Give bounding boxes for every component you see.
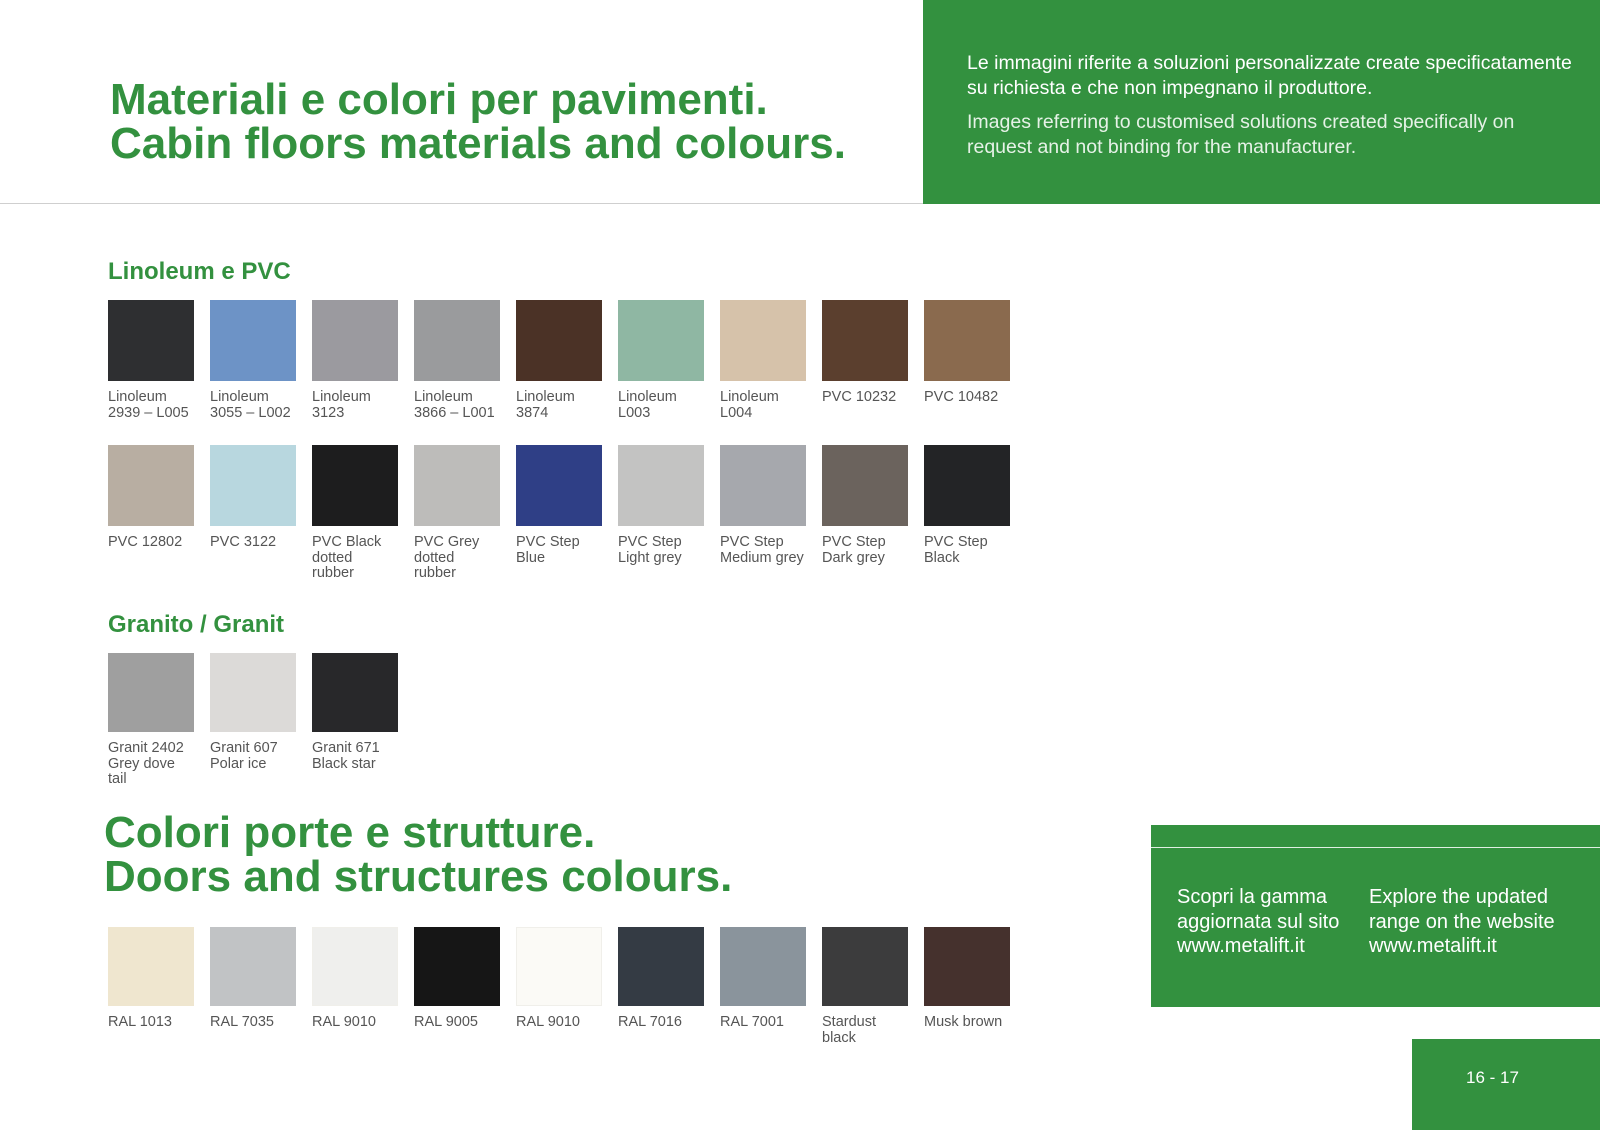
swatch-label: Musk brown <box>924 1014 1003 1030</box>
swatch-label: Granit 2402 Grey dove tail <box>108 740 184 787</box>
swatch-item <box>414 445 512 582</box>
swatch-label: RAL 9010 <box>312 1014 376 1030</box>
color-swatch <box>924 300 1010 381</box>
swatch-label: Granit 607 Polar ice <box>210 740 278 772</box>
website-info-box <box>1151 825 1600 1007</box>
swatch-label: PVC 10482 <box>924 389 999 405</box>
swatch-label: Linoleum 3874 <box>516 389 575 421</box>
swatch-label: Linoleum 2939 – L005 <box>108 389 189 421</box>
color-swatch <box>312 445 398 526</box>
swatch-item <box>108 300 206 421</box>
swatch-item <box>924 445 1022 566</box>
color-swatch <box>516 445 602 526</box>
color-swatch <box>312 927 398 1006</box>
page-number-box <box>1412 1039 1600 1130</box>
swatch-label: PVC 3122 <box>210 534 277 550</box>
swatch-label: PVC 12802 <box>108 534 183 550</box>
color-swatch <box>312 300 398 381</box>
color-swatch <box>414 445 500 526</box>
color-swatch <box>822 445 908 526</box>
swatch-label: RAL 9010 <box>516 1014 580 1030</box>
color-swatch <box>924 445 1010 526</box>
swatch-label: RAL 7016 <box>618 1014 682 1030</box>
swatch-item <box>414 300 512 421</box>
swatch-item <box>618 927 716 1031</box>
color-swatch <box>516 927 602 1006</box>
color-swatch <box>720 445 806 526</box>
doors-section-title <box>104 808 733 901</box>
color-swatch <box>210 445 296 526</box>
website-text-it: Scopri la gamma aggiornata sul sito www.metalift.it <box>1177 886 1340 957</box>
swatch-item <box>618 445 716 566</box>
swatch-label: Linoleum L004 <box>720 389 779 421</box>
swatch-item <box>924 300 1022 406</box>
swatch-item <box>822 445 920 566</box>
swatch-label: PVC Step Light grey <box>618 534 682 566</box>
swatch-label: RAL 1013 <box>108 1014 172 1030</box>
swatch-item <box>210 445 308 551</box>
color-swatch <box>822 300 908 381</box>
swatch-label: PVC Grey dotted rubber <box>414 534 480 581</box>
swatch-item <box>312 445 410 582</box>
swatch-label: PVC Step Blue <box>516 534 580 566</box>
swatch-item <box>822 927 920 1046</box>
linoleum-section-title: Linoleum e PVC <box>108 258 291 285</box>
doors-title-line-en: Doors and structures colours. <box>104 852 733 901</box>
swatch-label: Linoleum 3123 <box>312 389 371 421</box>
swatch-label: Stardust black <box>822 1014 876 1046</box>
color-swatch <box>312 653 398 732</box>
swatch-label: PVC Step Dark grey <box>822 534 886 566</box>
color-swatch <box>618 445 704 526</box>
swatch-item <box>720 300 818 421</box>
disclaimer-it: Le immagini riferite a soluzioni personalizzate create specificatamente su richiesta e che non impegnano il produttore. <box>967 52 1572 99</box>
swatch-item <box>414 927 512 1031</box>
title-line-en: Cabin floors materials and colours. <box>110 119 846 168</box>
swatch-label: Linoleum 3866 – L001 <box>414 389 495 421</box>
swatch-item <box>210 653 308 772</box>
color-swatch <box>516 300 602 381</box>
swatch-label: PVC Black dotted rubber <box>312 534 382 581</box>
website-text-en: Explore the updated range on the website www.metalift.it <box>1369 886 1555 957</box>
swatch-label: Linoleum L003 <box>618 389 677 421</box>
swatch-label: PVC Step Medium grey <box>720 534 804 566</box>
swatch-item <box>312 927 410 1031</box>
header-divider <box>0 203 923 204</box>
swatch-item <box>108 653 206 788</box>
color-swatch <box>210 300 296 381</box>
swatch-label: RAL 7001 <box>720 1014 784 1030</box>
color-swatch <box>618 927 704 1006</box>
swatch-label: PVC 10232 <box>822 389 897 405</box>
color-swatch <box>108 445 194 526</box>
swatch-item <box>312 300 410 421</box>
swatch-label: Granit 671 Black star <box>312 740 380 772</box>
color-swatch <box>414 300 500 381</box>
swatch-item <box>720 445 818 566</box>
swatch-item <box>210 927 308 1031</box>
color-swatch <box>720 927 806 1006</box>
swatch-label: PVC Step Black <box>924 534 988 566</box>
disclaimer-en: Images referring to customised solutions created specifically on request and not binding for the manufacturer. <box>967 111 1515 158</box>
color-swatch <box>414 927 500 1006</box>
swatch-label: RAL 7035 <box>210 1014 274 1030</box>
granit-section-title: Granito / Granit <box>108 611 285 638</box>
swatch-item <box>210 300 308 421</box>
swatch-item <box>720 927 818 1031</box>
page-title <box>110 75 846 168</box>
swatch-item <box>516 445 614 566</box>
color-swatch <box>720 300 806 381</box>
doors-title-line-it: Colori porte e strutture. <box>104 808 596 857</box>
website-box-rule <box>1151 847 1600 848</box>
color-swatch <box>924 927 1010 1006</box>
swatch-item <box>516 927 614 1031</box>
swatch-item <box>108 927 206 1031</box>
title-line-it: Materiali e colori per pavimenti. <box>110 75 768 124</box>
color-swatch <box>108 653 194 732</box>
disclaimer-box <box>923 0 1600 204</box>
swatch-item <box>822 300 920 406</box>
color-swatch <box>210 927 296 1006</box>
swatch-label: RAL 9005 <box>414 1014 478 1030</box>
swatch-item <box>312 653 410 772</box>
page-number: 16 - 17 <box>1466 1068 1519 1087</box>
color-swatch <box>822 927 908 1006</box>
color-swatch <box>210 653 296 732</box>
swatch-label: Linoleum 3055 – L002 <box>210 389 291 421</box>
color-swatch <box>618 300 704 381</box>
swatch-item <box>516 300 614 421</box>
swatch-item <box>108 445 206 551</box>
swatch-item <box>618 300 716 421</box>
color-swatch <box>108 927 194 1006</box>
swatch-item <box>924 927 1022 1031</box>
color-swatch <box>108 300 194 381</box>
